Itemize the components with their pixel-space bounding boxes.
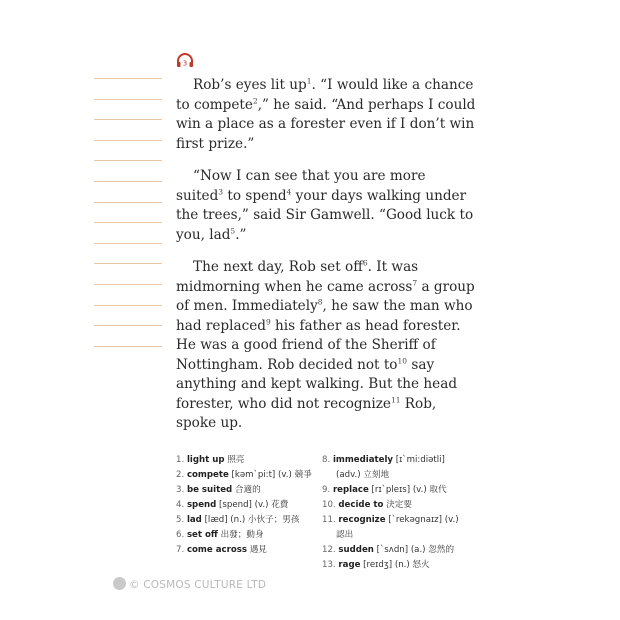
vocab-word: be suited	[186, 485, 233, 495]
vocab-word: recognize	[338, 515, 386, 525]
vocab-number: 10.	[322, 500, 339, 510]
vocab-word: immediately	[332, 455, 394, 465]
vocab-entry	[322, 543, 472, 558]
footnote-marker: 11	[390, 394, 401, 404]
story-text	[176, 76, 476, 447]
paragraph	[176, 258, 476, 434]
note-line	[94, 181, 162, 182]
vocab-number: 5.	[176, 515, 187, 525]
text-run: Rob, spoke up.	[176, 395, 437, 431]
footnote-marker: 3	[218, 186, 224, 196]
vocab-number: 8.	[322, 455, 333, 465]
text-run: “Now I can see that you are more suited	[176, 168, 426, 204]
vocab-number: 7.	[176, 545, 187, 555]
vocab-definition: [spend] (v.) 花費	[216, 500, 289, 510]
vocab-definition-continued: (adv.) 立刻地	[336, 470, 390, 480]
vocab-word: decide to	[338, 500, 384, 510]
vocabulary-list-left	[176, 453, 321, 558]
vocab-entry	[176, 453, 321, 468]
vocab-definition: [ɪ`mi:diətli]	[393, 455, 445, 465]
text-run: to spend	[223, 187, 287, 204]
footnote-marker: 1	[306, 76, 312, 86]
text-run: .”	[235, 226, 247, 243]
vocab-entry	[176, 543, 321, 558]
vocab-entry	[176, 498, 321, 513]
vocab-number: 4.	[176, 500, 187, 510]
vocab-number: 13.	[322, 560, 339, 570]
note-line	[94, 119, 162, 120]
footnote-marker: 4	[286, 186, 292, 196]
note-line	[94, 78, 162, 79]
footnote-marker: 7	[412, 277, 418, 287]
vocab-word: light up	[186, 455, 225, 465]
publisher-logo-icon	[113, 577, 126, 590]
vocab-entry	[176, 468, 321, 483]
text-run: say anything and kept walking. But the head forester, who did not recognize	[176, 356, 458, 412]
vocab-definition: 決定要	[383, 500, 412, 510]
margin-note-lines	[94, 78, 162, 366]
note-line	[94, 160, 162, 161]
vocab-definition: [læd] (n.) 小伙子；男孩	[201, 515, 300, 525]
note-line	[94, 99, 162, 100]
note-line	[94, 243, 162, 244]
vocab-word: compete	[186, 470, 229, 480]
vocab-entry	[176, 483, 321, 498]
publisher-footer	[113, 577, 266, 591]
text-run: The next day, Rob set off	[193, 259, 363, 275]
vocab-number: 1.	[176, 455, 187, 465]
vocab-definition: [reɪdʒ] (n.) 怒火	[360, 560, 430, 570]
paragraph	[176, 167, 476, 245]
note-line	[94, 202, 162, 203]
vocab-definition: 合適的	[232, 485, 261, 495]
headphones-track-icon	[176, 52, 194, 68]
vocab-entry	[176, 528, 321, 543]
vocab-number: 6.	[176, 530, 187, 540]
vocab-entry	[322, 513, 472, 528]
footnote-marker: 10	[397, 355, 408, 365]
vocab-entry	[322, 498, 472, 513]
note-line	[94, 222, 162, 223]
note-line	[94, 346, 162, 347]
paragraph	[176, 76, 476, 154]
vocab-definition: [`sʌdn] (a.) 忽然的	[373, 545, 455, 555]
note-line	[94, 263, 162, 264]
text-run: his father as head forester. He was a good friend of the Sheriff of Nottingham. Rob decided not to	[176, 317, 461, 373]
track-number: 3	[182, 59, 188, 68]
note-line	[94, 284, 162, 285]
footnote-marker: 6	[362, 258, 368, 268]
vocab-entry	[322, 558, 472, 573]
vocab-definition: [rɪ`pleɪs] (v.) 取代	[368, 485, 447, 495]
vocab-entry	[322, 483, 472, 498]
text-run: . “I would like a chance to compete	[176, 77, 474, 113]
vocab-entry	[322, 453, 472, 468]
vocab-word: spend	[186, 500, 217, 510]
text-run: . It was midmorning when he came across	[176, 259, 419, 295]
text-run: Rob’s eyes lit up	[193, 77, 307, 93]
footnote-marker: 8	[317, 297, 323, 307]
vocab-word: come across	[186, 545, 247, 555]
vocab-definition: 遇見	[246, 545, 267, 555]
publisher-name: © COSMOS CULTURE LTD	[129, 579, 267, 591]
text-run: , he saw the man who had replaced	[176, 298, 473, 334]
vocab-number: 12.	[322, 545, 339, 555]
vocab-word: set off	[186, 530, 218, 540]
vocab-word: rage	[338, 560, 361, 570]
text-run: a group of men. Immediately	[176, 278, 475, 314]
vocab-word: sudden	[338, 545, 374, 555]
vocab-definition: [kəm`pi:t] (v.) 競爭	[228, 470, 312, 480]
vocab-definition-continued: 認出	[336, 530, 354, 540]
footnote-marker: 9	[265, 316, 271, 326]
vocabulary-list-right	[322, 453, 472, 573]
vocab-number: 2.	[176, 470, 187, 480]
vocab-number: 9.	[322, 485, 333, 495]
vocab-definition: 照亮	[224, 455, 245, 465]
note-line	[94, 140, 162, 141]
vocab-number: 11.	[322, 515, 339, 525]
footnote-marker: 5	[230, 225, 236, 235]
text-run: ,” he said. “And perhaps I could win a place as a forester even if I don’t win first prize.”	[176, 96, 476, 152]
vocab-word: lad	[186, 515, 202, 525]
vocab-number: 3.	[176, 485, 187, 495]
footnote-marker: 2	[252, 95, 258, 105]
vocab-entry	[176, 513, 321, 528]
note-line	[94, 325, 162, 326]
vocab-definition: 出發；動身	[217, 530, 264, 540]
text-run: your days walking under the trees,” said Sir Gamwell. “Good luck to you, lad	[176, 187, 474, 243]
vocab-definition: [`rekəgnaɪz] (v.)	[385, 515, 459, 525]
note-line	[94, 305, 162, 306]
vocab-word: replace	[332, 485, 369, 495]
